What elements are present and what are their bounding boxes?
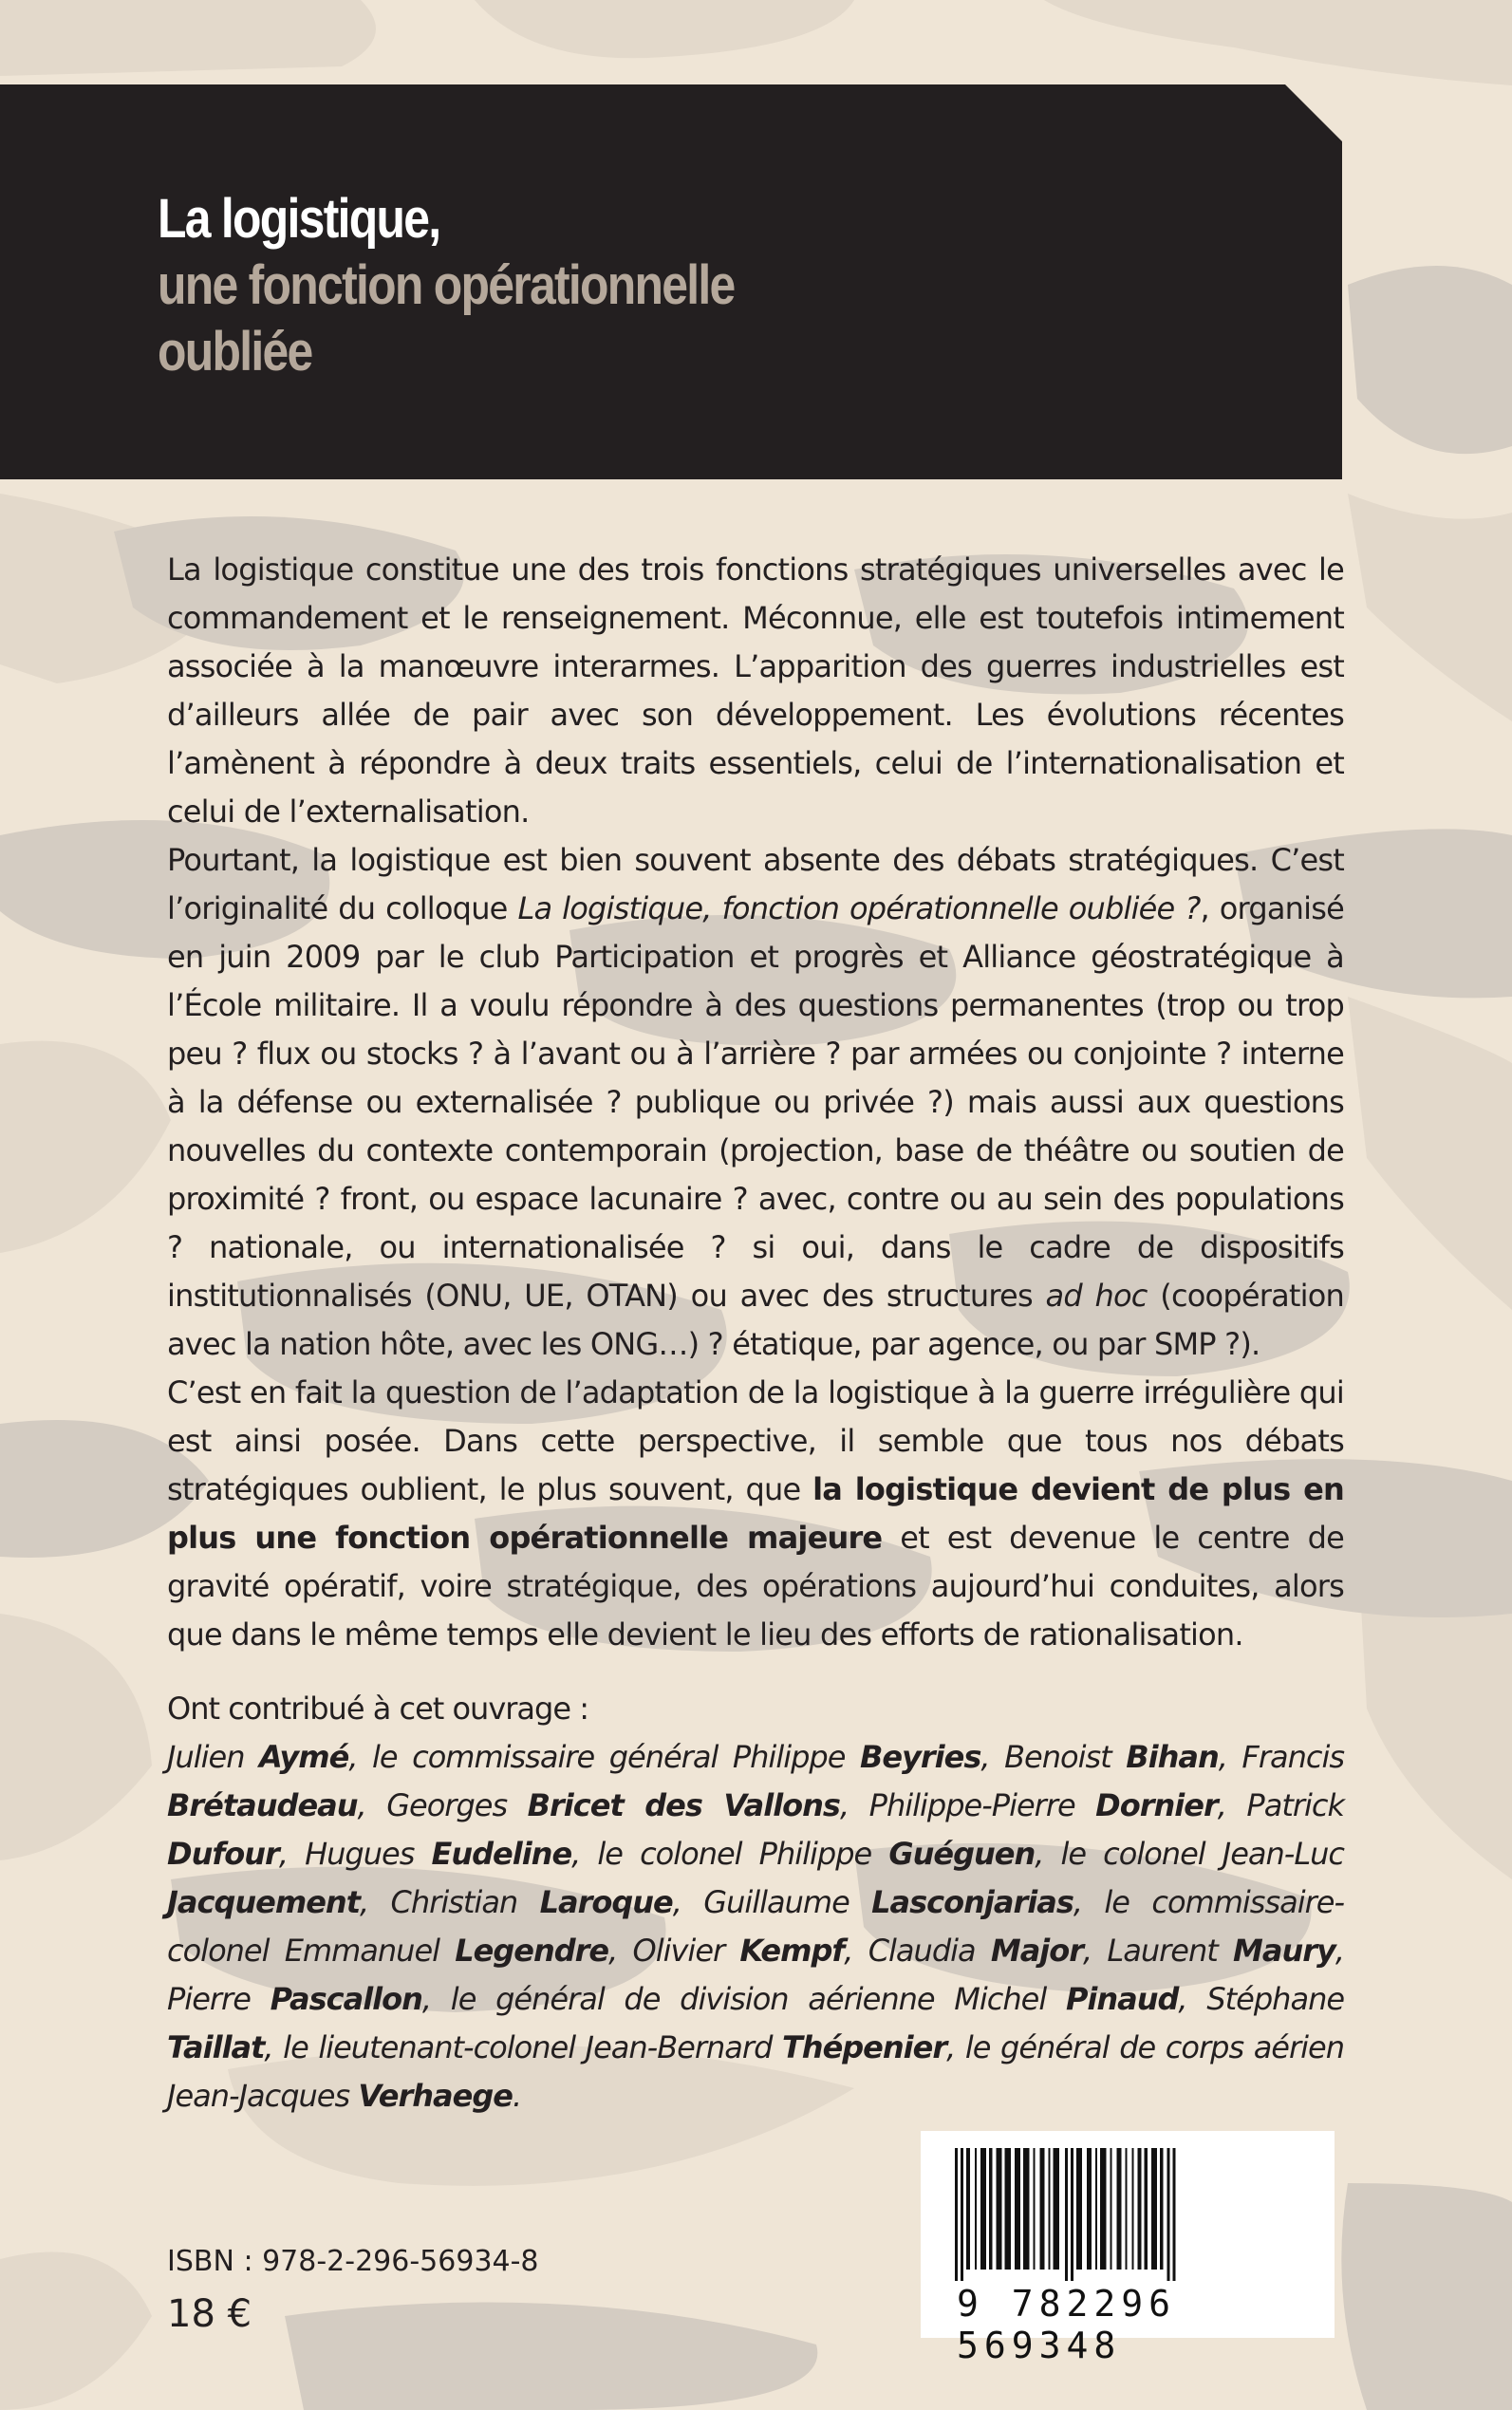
barcode-bar [1034,2148,1036,2270]
barcode-bar [1040,2148,1045,2270]
barcode-bar [961,2148,963,2281]
barcode [921,2131,1335,2366]
barcode-bar [955,2148,958,2281]
contributor-name: Aymé [258,1739,349,1775]
contributor-name: Jacquement [167,1884,360,1920]
barcode-bar [1071,2148,1073,2281]
contributor-prefix: le général de corps aérien Jean-Jacques [167,2029,1344,2114]
contributors-list [167,1733,1344,2120]
contributor-separator: , [980,1739,1005,1775]
contributor-prefix: Georges [386,1787,528,1823]
barcode-bar [1076,2148,1082,2270]
contributor-prefix: le colonel Jean-Luc [1060,1836,1345,1872]
barcode-bar [1132,2148,1134,2270]
contributor-separator: , [1178,1981,1207,2017]
book-title [158,186,735,385]
barcode-bar [1160,2148,1164,2270]
contributor-name: Pinaud [1065,1981,1179,2017]
barcode-bar [1145,2148,1148,2270]
contributor-prefix: Guillaume [703,1884,872,1920]
contributor-separator: , [1073,1884,1105,1920]
barcode-bar [1065,2148,1068,2281]
contributor-prefix: Claudia [868,1933,991,1969]
contributor-separator: , [1035,1836,1061,1872]
barcode-bar [1049,2148,1051,2270]
p3-text-a: C’est en fait la question de l’adaptation de la logistique à la guerre irrégulière qui est ainsi posée. Dans cette perspective, il semble que tous nos débats stratégiques oublient, le plus souvent, que [167,1374,1344,1507]
contributor-name: Taillat [167,2029,265,2065]
contributor-separator: , [348,1739,373,1775]
contributor-name: Guéguen [888,1836,1036,1872]
contributor-name: Brétaudeau [167,1787,358,1823]
contributor-separator: , [839,1787,869,1823]
contributor-separator: , [946,2029,965,2065]
contributor-name: Thépenier [781,2029,947,2065]
barcode-bar [989,2148,993,2270]
contributor-prefix: Hugues [305,1836,432,1872]
contributor-name: Dornier [1095,1787,1218,1823]
contributor-prefix: le lieutenant-colonel Jean-Bernard [283,2029,782,2065]
barcode-bar [975,2148,977,2270]
contributor-name: Major [990,1933,1084,1969]
contributor-separator: , [571,1836,598,1872]
contributor-name: Pascallon [270,1981,422,2017]
isbn: ISBN : 978-2-296-56934-8 [167,2245,539,2278]
contributor-separator: , [278,1836,306,1872]
barcode-bar [1015,2148,1020,2270]
contributor-name: Maury [1233,1933,1335,1969]
barcode-bars [942,2148,1314,2281]
title-line-3: oubliée [158,321,312,383]
barcode-bar [1138,2148,1142,2270]
contributor-name: Laroque [539,1884,673,1920]
contributor-prefix: Stéphane [1206,1981,1345,2017]
contributor-name: Bihan [1126,1739,1219,1775]
contributor-separator: , [672,1884,704,1920]
barcode-bar [997,2148,1002,2270]
contributor-separator: , [1083,1933,1108,1969]
contributor-separator: , [357,1787,387,1823]
contributor-prefix: le général de division aérienne Michel [450,1981,1066,2017]
p2-text-c: (coopération avec la nation hôte, avec les ONG…) ? étatique, par agence, ou par SMP ?). [167,1278,1344,1362]
barcode-bar [1087,2148,1092,2270]
contributor-prefix: Julien [167,1739,259,1775]
barcode-bar [1100,2148,1107,2270]
barcode-bar [1095,2148,1097,2270]
title-line-2: une fonction opérationnelle [158,254,735,316]
contributor-prefix: Francis [1241,1739,1345,1775]
contributor-name: Dufour [167,1836,279,1872]
contributor-separator: . [512,2078,522,2114]
contributor-name: Eudeline [431,1836,572,1872]
contributor-separator: , [844,1933,868,1969]
barcode-digits: 9 782296 569348 [957,2283,1177,2366]
contributor-prefix: le commissaire général Philippe [372,1739,860,1775]
contributor-prefix: Christian [390,1884,540,1920]
contributor-prefix: Patrick [1246,1787,1345,1823]
summary-paragraph-3 [167,1369,1344,1659]
contributor-name: Lasconjarias [871,1884,1073,1920]
back-cover-summary [167,546,1344,1659]
contributor-separator: , [608,1933,633,1969]
contributor-prefix: Olivier [632,1933,740,1969]
contributor-name: Verhaege [358,2078,513,2114]
contributor-name: Bricet des Vallons [527,1787,840,1823]
contributor-name: Legendre [455,1933,609,1969]
contributor-prefix: Pierre [167,1981,271,2017]
colloquium-title: La logistique, fonction opérationnelle oubliée ? [517,890,1201,926]
contributor-separator: , [264,2029,284,2065]
contributor-prefix: le commissaire-colonel Emmanuel [167,1884,1344,1969]
contributor-prefix: Laurent [1107,1933,1234,1969]
contributor-separator: , [1218,1739,1242,1775]
p2-text-b: , organisé en juin 2009 par le club Participation et progrès et Alliance géostratégique à l’École militaire. Il a voulu répondre à des questions permanentes (trop ou trop peu ? flux ou stocks ? à l’avant ou à l’arrière ? par armées ou conjointe ? interne à la défense ou externalisée ? publique ou privée ?) mais aussi aux questions nouvelles du contexte contemporain (projection, base de théâtre ou soutien de proximité ? front, ou espace lacunaire ? avec, contre ou au sein des populations ? nationale, ou internationalisée ? si oui, dans le cadre de dispositifs institutionnalisés (ONU, UE, OTAN) ou avec des structures [167,890,1344,1314]
barcode-bar [1117,2148,1122,2270]
contributor-name: Beyries [859,1739,981,1775]
title-line-1: La logistique, [158,188,440,250]
contributor-separator: , [359,1884,391,1920]
barcode-bar [1005,2148,1012,2270]
contributor-name: Kempf [739,1933,845,1969]
contributor-separator: , [1335,1933,1345,1969]
contributor-separator: , [421,1981,451,2017]
p3-emphasis: la logistique devient de plus en plus une fonction opérationnelle majeure [167,1471,1344,1556]
contributors-intro: Ont contribué à cet ouvrage : [167,1691,588,1727]
barcode-bar [1126,2148,1128,2270]
contributor-prefix: le colonel Philippe [597,1836,889,1872]
barcode-bar [1167,2148,1170,2281]
p3-text-b: et est devenue le centre de gravité opératif, voire stratégique, des opérations aujourd’hui conduites, alors que dans le même temps elle devient le lieu des efforts de rationalisation. [167,1520,1344,1653]
contributor-prefix: Philippe-Pierre [868,1787,1096,1823]
barcode-bar [980,2148,986,2270]
price: 18 € [167,2292,252,2336]
barcode-bar [1111,2148,1112,2270]
summary-paragraph-1: La logistique constitue une des trois fonctions stratégiques universelles avec le commandement et le renseignement. Méconnue, elle est toutefois intimement associée à la manœuvre interarmes. L’apparition des guerres industrielles est d’ailleurs allée de pair avec son développement. Les évolutions récentes l’amènent à répondre à deux traits essentiels, celui de l’internationalisation et celui de l’externalisation. [167,551,1344,830]
barcode-bar [1054,2148,1060,2270]
summary-paragraph-2 [167,836,1344,1369]
contributor-prefix: Benoist [1004,1739,1127,1775]
ad-hoc-term: ad hoc [1045,1278,1148,1314]
barcode-bar [1023,2148,1030,2270]
barcode-bar [1173,2148,1176,2281]
barcode-bar [1151,2148,1157,2270]
contributor-separator: , [1217,1787,1247,1823]
barcode-bar [966,2148,970,2270]
p2-text-a: Pourtant, la logistique est bien souvent absente des débats stratégiques. C’est l’originalité du colloque [167,842,1344,926]
contributors-block [167,1685,1344,2120]
